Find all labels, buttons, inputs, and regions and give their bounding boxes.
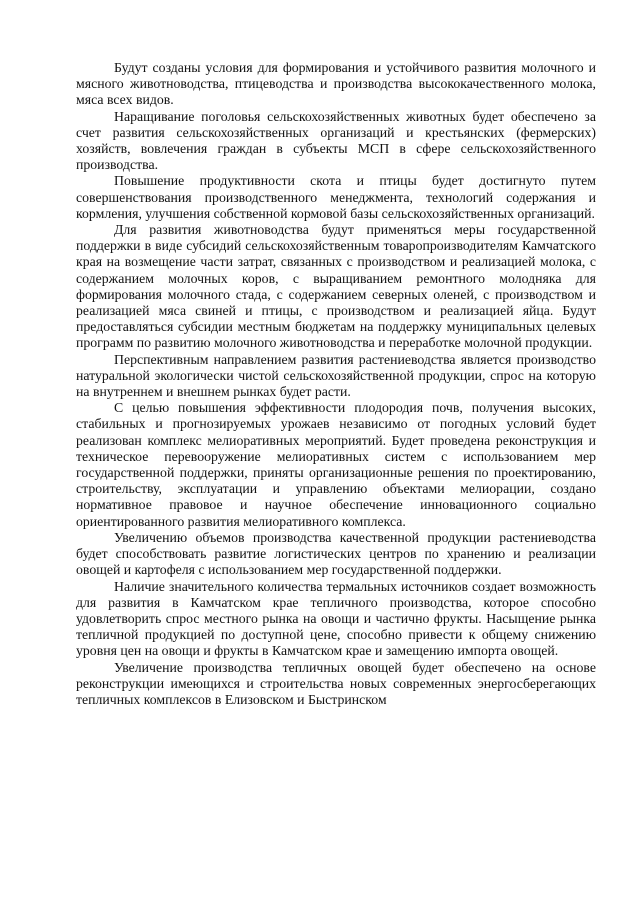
paragraph-state-support: Для развития животноводства будут применяться меры государственной поддержки в виде субсидий сельскохозяйственным товаропроизводителям Камчатского края на возмещение части затрат, связанных с производством и реализацией молока, с содержанием молочных коров, с выращиванием ремонтного молодняка для формирования молочного стада, с содержанием северных оленей, с производством и реализацией мяса свиней и птицы, с производством и реализацией яйца. Будут предоставляться субсидии местным бюджетам на поддержку муниципальных целевых программ по развитию молочного животноводства и переработке молочной продукции. [76,222,596,351]
document-page [76,60,596,708]
paragraph-crop-direction: Перспективным направлением развития растениеводства является производство натуральной экологически чистой сельскохозяйственной продукции, спрос на которую на внутреннем и внешнем рынках будет расти. [76,351,596,400]
paragraph-melioration: С целью повышения эффективности плодородия почв, получения высоких, стабильных и прогнозируемых урожаев независимо от погодных условий будет реализован комплекс мелиоративных мероприятий. Будет проведена реконструкция и техническое перевооружение мелиоративных систем с использованием мер государственной поддержки, приняты организационные решения по проектированию, строительству, эксплуатации и управлению объектами мелиорации, создано нормативное правовое и научное обеспечение инновационного социально ориентированного развития мелиоративного комплекса. [76,400,596,529]
paragraph-livestock-growth: Наращивание поголовья сельскохозяйственных животных будет обеспечено за счет развития сельскохозяйственных организаций и крестьянских (фермерских) хозяйств, вовлечения граждан в субъекты МСП в сфере сельскохозяйственного производства. [76,108,596,173]
paragraph-productivity: Повышение продуктивности скота и птицы будет достигнуто путем совершенствования производственного менеджмента, технологий содержания и кормления, улучшения собственной кормовой базы сельскохозяйственных организаций. [76,173,596,221]
paragraph-thermal-sources: Наличие значительного количества термальных источников создает возможность для развития в Камчатском крае тепличного производства, которое способно удовлетворить спрос местного рынка на овощи и частично фрукты. Насыщение рынка тепличной продукцией по доступной цене, способно привести к общему снижению уровня цен на овощи и фрукты в Камчатском крае и замещению импорта овощей. [76,578,596,659]
paragraph-logistics: Увеличению объемов производства качественной продукции растениеводства будет способствовать развитие логистических центров по хранению и реализации овощей и картофеля с использованием мер государственной поддержки. [76,529,596,578]
paragraph-greenhouse: Увеличение производства тепличных овощей будет обеспечено на основе реконструкции имеющихся и строительства новых современных энергосберегающих тепличных комплексов в Елизовском и Быстринском [76,659,596,707]
paragraph-livestock-conditions: Будут созданы условия для формирования и устойчивого развития молочного и мясного животноводства, птицеводства и производства высококачественного молока, мяса всех видов. [76,60,596,108]
